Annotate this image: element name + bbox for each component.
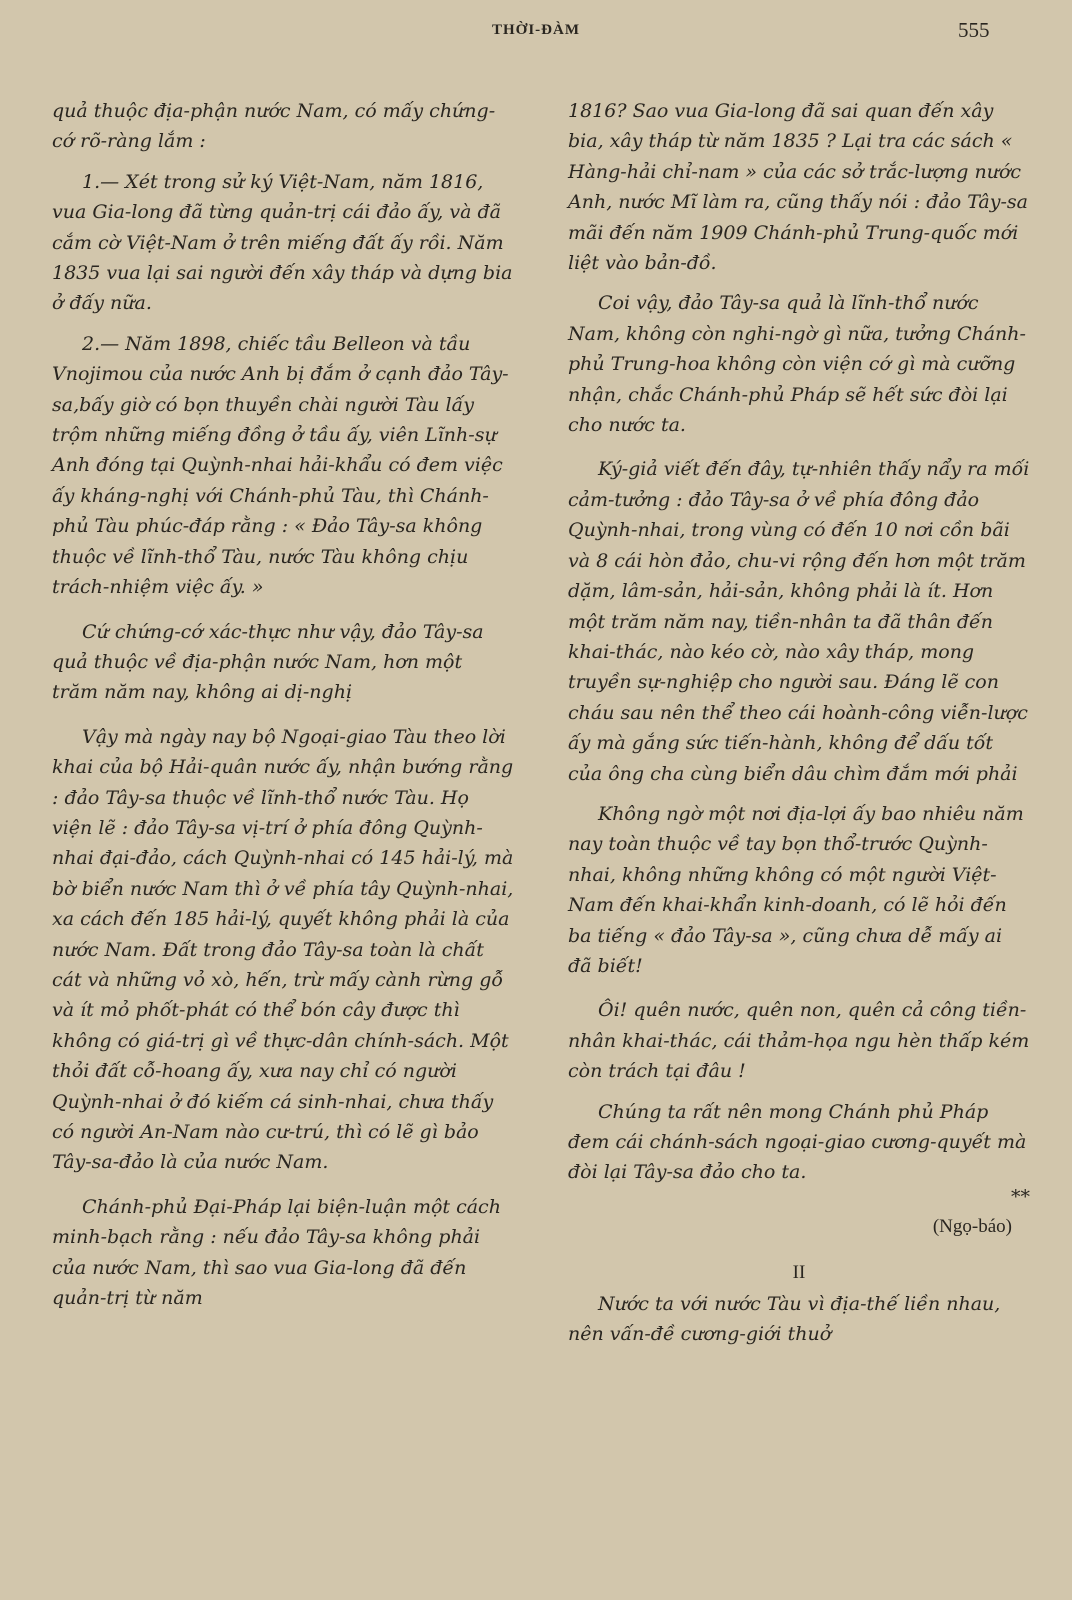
paragraph: Ký-giả viết đến đây, tự-nhiên thấy nẩy ra mối cảm-tưởng : đảo Tây-sa ở về phía đông đảo Quỳnh-nhai, trong vùng có đến 10 nơi cồn bãi và 8 cái hòn đảo, chu-vi rộng đến hơn một trăm dặm, lâm-sản, hải-sản, không phải là ít. Hơn một trăm năm nay, tiền-nhân ta đã thân đến khai-thác, nào kéo cờ, nào xây tháp, mong truyền sự-nghiệp cho người sau. Đáng lẽ con cháu sau nên thể theo cái hoành-công viễn-lược ấy mà gắng sức tiến-hành, không để dấu tốt của ông cha cùng biển dâu chìm đắm mới phải [568,458,1030,785]
left-column [52,96,514,1313]
section-number: II [792,1262,806,1284]
paragraph: Nước ta với nước Tàu vì địa-thế liền nhau, nên vấn-đề cương-giới thuở [568,1292,1001,1346]
paragraph: Vậy mà ngày nay bộ Ngoại-giao Tàu theo lời khai của bộ Hải-quân nước ấy, nhận bướng rằng : đảo Tây-sa thuộc về lĩnh-thổ nước Tàu. Họ viện lẽ : đảo Tây-sa vị-trí ở phía đông Quỳnh-nhai đại-đảo, cách Quỳnh-nhai có 145 hải-lý, mà bờ biển nước Nam thì ở về phía tây Quỳnh-nhai, xa cách đến 185 hải-lý, quyết không phải là của nước Nam. Đất trong đảo Tây-sa toàn là chất cát và những vỏ xò, hến, trừ mấy cành rừng gỗ và ít mỏ phốt-phát có thể bón cây được thì không có giá-trị gì về thực-dân chính-sách. Một thỏi đất cỗ-hoang ấy, xưa nay chỉ có người Quỳnh-nhai ở đó kiếm cá sinh-nhai, chưa thấy có người An-Nam nào cư-trú, thì có lẽ gì bảo Tây-sa-đảo là của nước Nam. [52,725,514,1174]
paragraph: Chúng ta rất nên mong Chánh phủ Pháp đem cái chánh-sách ngoại-giao cương-quyết mà đòi lại Tây-sa đảo cho ta. [568,1100,1027,1184]
page-number: 555 [958,18,990,42]
paragraph: Coi vậy, đảo Tây-sa quả là lĩnh-thổ nước Nam, không còn nghi-ngờ gì nữa, tưởng Chánh-phủ Trung-hoa không còn viện cớ gì mà cưỡng nhận, chắc Chánh-phủ Pháp sẽ hết sức đòi lại cho nước ta. [568,292,1026,437]
running-title: THỜI-ĐÀM [492,22,580,38]
paragraph: Chánh-phủ Đại-Pháp lại biện-luận một cách minh-bạch rằng : nếu đảo Tây-sa không phải của nước Nam, thì sao vua Gia-long đã đến quản-trị từ năm [52,1195,501,1310]
paragraph: Không ngờ một nơi địa-lợi ấy bao nhiêu năm nay toàn thuộc về tay bọn thổ-trước Quỳnh-nhai, không những không có một người Việt-Nam đến khai-khẩn kinh-doanh, có lẽ hỏi đến ba tiếng « đảo Tây-sa », cũng chưa dễ mấy ai đã biết! [568,802,1024,977]
paragraph: 1816? Sao vua Gia-long đã sai quan đến xây bia, xây tháp từ năm 1835 ? Lại tra các sách « Hàng-hải chỉ-nam » của các sở trắc-lượng nước Anh, nước Mĩ làm ra, cũng thấy nói : đảo Tây-sa mãi đến năm 1909 Chánh-phủ Trung-quốc mới liệt vào bản-đồ. [568,100,1028,275]
paragraph: 2.— Năm 1898, chiếc tầu Belleon và tầu Vnojimou của nước Anh bị đắm ở cạnh đảo Tây-sa,bấy giờ có bọn thuyền chài người Tàu lấy trộm những miếng đồng ở tầu ấy, viên Lĩnh-sự Anh đóng tại Quỳnh-nhai hải-khẩu có đem việc ấy kháng-nghị với Chánh-phủ Tàu, thì Chánh-phủ Tàu phúc-đáp rằng : « Đảo Tây-sa không thuộc về lĩnh-thổ Tàu, nước Tàu không chịu trách-nhiệm việc ấy. » [52,332,509,599]
paragraph: quả thuộc địa-phận nước Nam, có mấy chứng-cớ rõ-ràng lắm : [52,100,496,153]
right-column [568,96,1030,1349]
source-citation: (Ngọ-báo) [932,1215,1012,1237]
paragraph: Ôi! quên nước, quên non, quên cả công tiền-nhân khai-thác, cái thảm-họa ngu hèn thấp kém còn trách tại đâu ! [568,999,1030,1083]
separator-stars: ** [1011,1185,1030,1208]
paragraph: 1.— Xét trong sử ký Việt-Nam, năm 1816, vua Gia-long đã từng quản-trị cái đảo ấy, và đã cắm cờ Việt-Nam ở trên miếng đất ấy rồi. Năm 1835 vua lại sai người đến xây tháp và dựng bia ở đấy nữa. [52,170,513,315]
paragraph: Cứ chứng-cớ xác-thực như vậy, đảo Tây-sa quả thuộc về địa-phận nước Nam, hơn một trăm năm nay, không ai dị-nghị [52,620,484,704]
